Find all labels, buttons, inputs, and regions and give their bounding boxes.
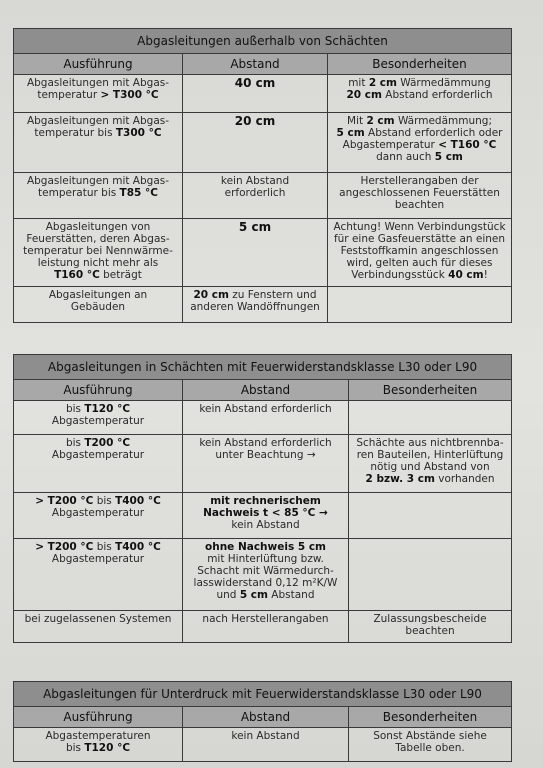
cell-besonderheiten	[349, 493, 512, 539]
table-row	[14, 287, 512, 323]
cell-ausfuehrung: Abgastemperaturen bis T120 °C	[14, 728, 183, 762]
cell-abstand: kein Abstand	[183, 728, 349, 762]
column-header-ausfuehrung: Ausführung	[14, 707, 183, 728]
cell-besonderheiten	[349, 539, 512, 611]
column-header-abstand: Abstand	[183, 707, 349, 728]
table-row	[14, 539, 512, 611]
cell-besonderheiten: Mit 2 cm Wärmedämmung; 5 cm Abstand erforderlich oder Abgastemperatur < T160 °C dann auch 5 cm	[328, 113, 512, 173]
cell-ausfuehrung: Abgasleitungen mit Abgas- temperatur bis T85 °C	[14, 173, 183, 219]
table-abgas-unterdruck	[13, 681, 512, 762]
column-header-besonderheiten: Besonderheiten	[328, 54, 512, 75]
table-abgas-ausserhalb	[13, 28, 512, 323]
cell-abstand: 20 cm zu Fenstern und anderen Wandöffnungen	[183, 287, 328, 323]
table-row	[14, 435, 512, 493]
cell-besonderheiten: Sonst Abstände siehe Tabelle oben.	[349, 728, 512, 762]
table-title: Abgasleitungen außerhalb von Schächten	[14, 29, 512, 54]
table-row	[14, 75, 512, 113]
cell-besonderheiten: Schächte aus nichtbrennba- ren Bauteilen, Hinterlüftung nötig und Abstand von 2 bzw. 3 cm vorhanden	[349, 435, 512, 493]
cell-besonderheiten: mit 2 cm Wärmedämmung 20 cm Abstand erforderlich	[328, 75, 512, 113]
cell-ausfuehrung: bis T200 °C Abgastemperatur	[14, 435, 183, 493]
table-row	[14, 728, 512, 762]
table-row	[14, 173, 512, 219]
table-row	[14, 219, 512, 287]
table-row	[14, 401, 512, 435]
cell-ausfuehrung: Abgasleitungen mit Abgas- temperatur > T300 °C	[14, 75, 183, 113]
table-title: Abgasleitungen für Unterdruck mit Feuerwiderstandsklasse L30 oder L90	[14, 682, 512, 707]
cell-abstand: 40 cm	[183, 75, 328, 113]
cell-abstand: 20 cm	[183, 113, 328, 173]
cell-abstand: 5 cm	[183, 219, 328, 287]
cell-besonderheiten	[349, 401, 512, 435]
cell-abstand: ohne Nachweis 5 cm mit Hinterlüftung bzw. Schacht mit Wärmedurch- lasswiderstand 0,12 m²K/W und 5 cm Abstand	[183, 539, 349, 611]
cell-ausfuehrung: bei zugelassenen Systemen	[14, 611, 183, 643]
column-header-abstand: Abstand	[183, 380, 349, 401]
column-header-besonderheiten: Besonderheiten	[349, 380, 512, 401]
table-row	[14, 611, 512, 643]
cell-abstand: kein Abstand erforderlich	[183, 401, 349, 435]
cell-besonderheiten: Zulassungsbescheide beachten	[349, 611, 512, 643]
cell-besonderheiten	[328, 287, 512, 323]
cell-abstand: kein Abstand erforderlich	[183, 173, 328, 219]
cell-ausfuehrung: > T200 °C bis T400 °C Abgastemperatur	[14, 539, 183, 611]
cell-besonderheiten: Achtung! Wenn Verbindungstück für eine Gasfeuerstätte an einen Feststoffkamin angeschlossen wird, gelten auch für dieses Verbindungsstück 40 cm!	[328, 219, 512, 287]
cell-abstand: mit rechnerischem Nachweis t < 85 °C → kein Abstand	[183, 493, 349, 539]
table-title: Abgasleitungen in Schächten mit Feuerwiderstandsklasse L30 oder L90	[14, 355, 512, 380]
cell-ausfuehrung: Abgasleitungen an Gebäuden	[14, 287, 183, 323]
column-header-ausfuehrung: Ausführung	[14, 380, 183, 401]
cell-ausfuehrung: bis T120 °C Abgastemperatur	[14, 401, 183, 435]
cell-ausfuehrung: Abgasleitungen mit Abgas- temperatur bis T300 °C	[14, 113, 183, 173]
column-header-ausfuehrung: Ausführung	[14, 54, 183, 75]
cell-besonderheiten: Herstellerangaben der angeschlossenen Feuerstätten beachten	[328, 173, 512, 219]
column-header-abstand: Abstand	[183, 54, 328, 75]
table-abgas-schaechte	[13, 354, 512, 643]
cell-abstand: kein Abstand erforderlich unter Beachtung →	[183, 435, 349, 493]
cell-ausfuehrung: > T200 °C bis T400 °C Abgastemperatur	[14, 493, 183, 539]
cell-abstand: nach Herstellerangaben	[183, 611, 349, 643]
table-row	[14, 113, 512, 173]
column-header-besonderheiten: Besonderheiten	[349, 707, 512, 728]
table-row	[14, 493, 512, 539]
cell-ausfuehrung: Abgasleitungen von Feuerstätten, deren Abgas- temperatur bei Nennwärme- leistung nicht mehr als T160 °C beträgt	[14, 219, 183, 287]
